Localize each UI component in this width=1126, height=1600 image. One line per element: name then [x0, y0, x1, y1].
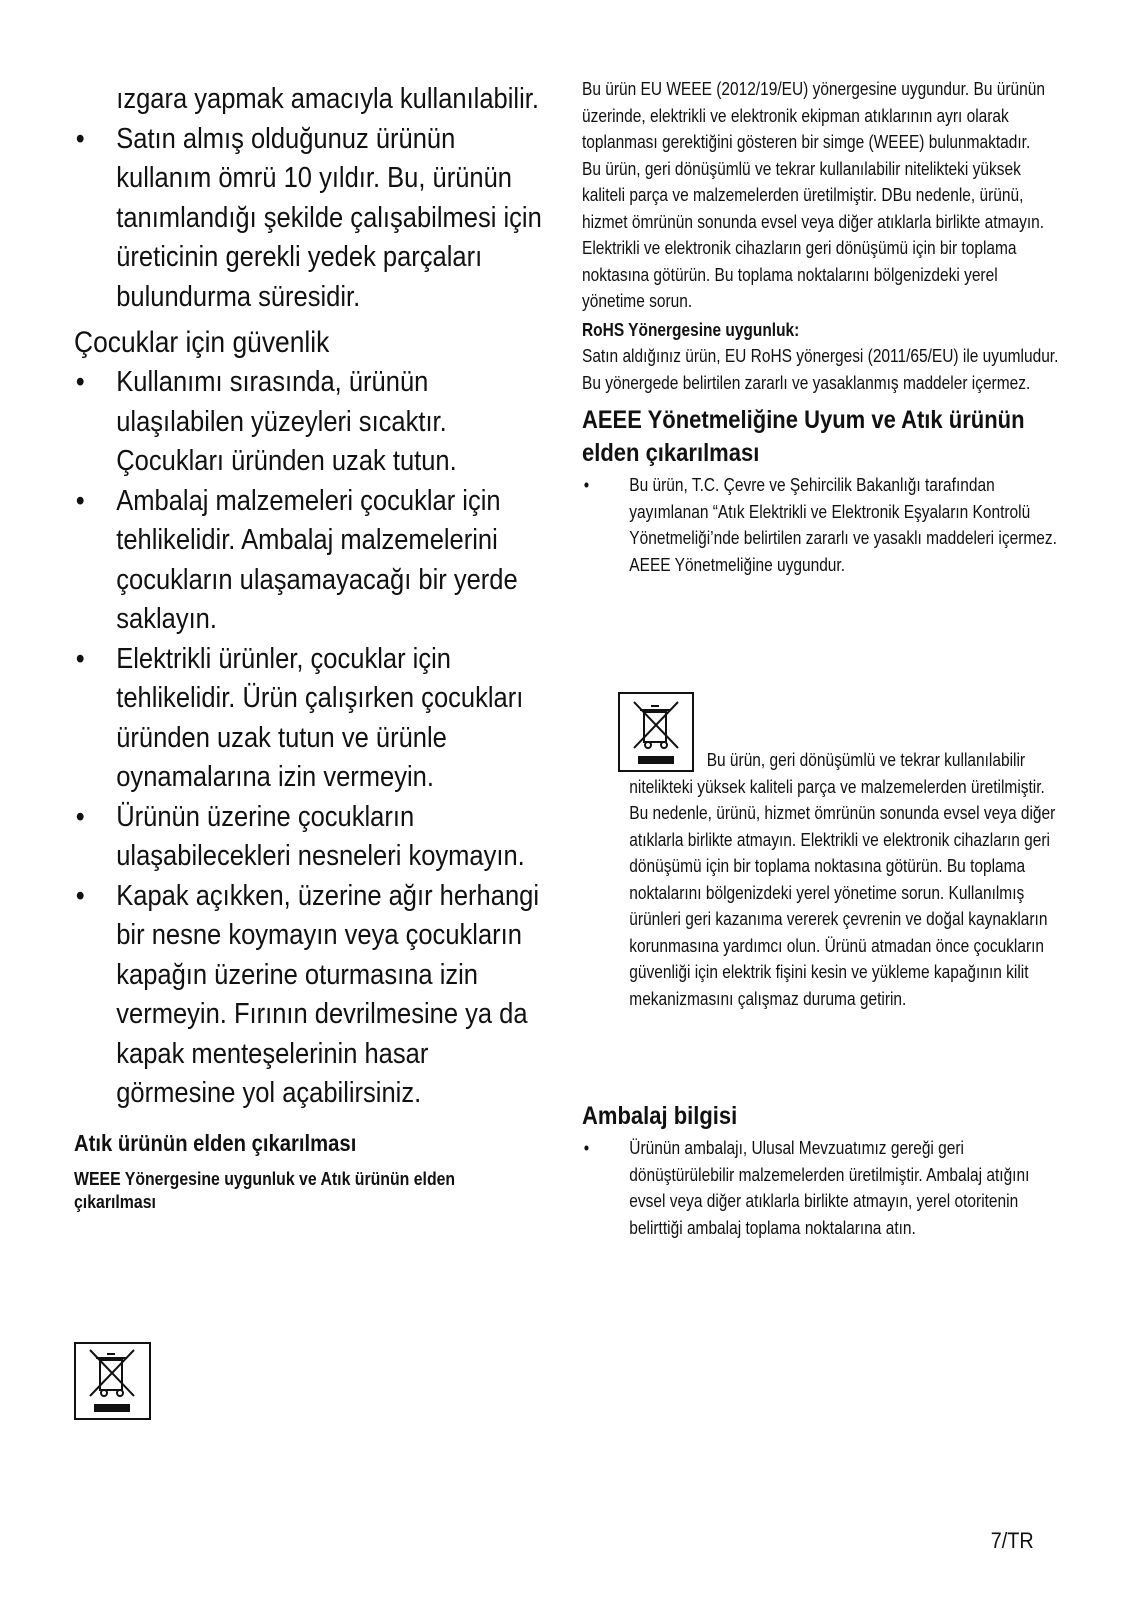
packaging-section: [582, 1135, 1059, 1241]
left-column: [74, 0, 554, 1214]
weee-subheading: WEEE Yönergesine uygunluk ve Atık ürünün elden çıkarılması: [74, 1168, 456, 1212]
weee-paragraph-2: Bu ürün, geri dönüşümlü ve tekrar kullanılabilir nitelikteki yüksek kaliteli parça ve malzemelerden üretilmiştir. DBu nedenle, ürünü, hizmet ömrünün sonunda evsel veya diğer atıklarla birlikte atmayın. Elektrikli ve elektronik cihazların geri dönüşümü için bir toplama noktasına götürün. Bu toplama noktalarını bölgenizdeki yerel yönetime sorun.: [582, 158, 1045, 311]
list-item: • Bu ürün, geri dönüşümlü ve tekrar kullanılabilir nitelikteki yüksek kaliteli parça ve malzemelerden üretilmiştir. Bu nedenle, ürünü, hizmet ömrünün sonunda evsel veya diğer atıklarla birlikte atmayın. Elektrikli ve elektronik cihazların geri dönüşümü için bir toplama noktasına götürün. Bu toplama noktalarını bölgenizdeki yerel yönetime sorun. Kullanılmış ürünleri geri kazanıma vererek çevrenin ve doğal kaynakların korunmasına yardımcı olun. Ürünü atmadan önce çocukların güvenliği için elektrik fişini kesin ve yükleme kapağının kilit mekanizmasını çalışmaz duruma getirin.: [582, 747, 1059, 1012]
list-item: • Bu ürün, T.C. Çevre ve Şehircilik Bakanlığı tarafından yayımlanan “Atık Elektrikli ve Elektronik Eşyaların Kontrolü Yönetmeliği’nde belirtilen zararlı ve yasaklı maddeleri içermez. AEEE Yönetmeliğine uygundur.: [582, 472, 1059, 578]
rohs-heading: RoHS Yönergesine uygunluk:: [582, 319, 800, 340]
list-item: • Ürünün üzerine çocukların ulaşabilecekleri nesneleri koymayın.: [74, 798, 554, 877]
packaging-list: [582, 1135, 1059, 1241]
child-safety-list: [74, 363, 554, 1114]
crossed-bin-icon: [74, 1342, 151, 1420]
child-safety-heading: Çocuklar için güvenlik: [74, 326, 330, 359]
list-item: • Kullanımı sırasında, ürünün ulaşılabilen yüzeyleri sıcaktır. Çocukları üründen uzak tutun.: [74, 363, 554, 482]
right-column: [582, 0, 1062, 1238]
page-number: 7/TR: [991, 1528, 1034, 1553]
rohs-text: Satın aldığınız ürün, EU RoHS yönergesi (2011/65/EU) ile uyumludur. Bu yönergede belirtilen zararlı ve yasaklanmış maddeler içermez.: [582, 346, 1059, 393]
aeee-heading: AEEE Yönetmeliğine Uyum ve Atık ürünün elden çıkarılması: [582, 406, 1025, 467]
aeee-bullet-2-section: [582, 747, 1059, 1012]
aeee-list-2: [582, 747, 1059, 1012]
weee-section: [582, 76, 1059, 396]
aeee-section: [582, 472, 1059, 578]
list-item: • Kapak açıkken, üzerine ağır herhangi bir nesne koymayın veya çocukların kapağın üzerine oturmasına izin vermeyin. Fırının devrilmesine ya da kapak menteşelerinin hasar görmesine yol açabilirsiniz.: [74, 877, 554, 1114]
weee-paragraph-1: Bu ürün EU WEEE (2012/19/EU) yönergesine uygundur. Bu ürünün üzerinde, elektrikli ve elektronik ekipman atıklarının ayrı olarak toplanması gerektiğini gösteren bir simge (WEEE) bulunmaktadır.: [582, 79, 1045, 152]
list-item: • Satın almış olduğunuz ürünün kullanım ömrü 10 yıldır. Bu, ürünün tanımlandığı şekilde çalışabilmesi için üreticinin gerekli yedek parçaları bulundurma süresidir.: [74, 120, 554, 318]
disposal-heading: Atık ürünün elden çıkarılması: [74, 1129, 357, 1156]
list-item: • Ambalaj malzemeleri çocuklar için tehlikelidir. Ambalaj malzemelerini çocukların ulaşamayacağı bir yerde saklayın.: [74, 482, 554, 640]
list-item: • Elektrikli ürünler, çocuklar için tehlikelidir. Ürün çalışırken çocukları üründen uzak tutun ve ürünle oynamalarına izin vermeyin.: [74, 640, 554, 798]
aeee-list: [582, 472, 1059, 578]
continuation-text: ızgara yapmak amacıyla kullanılabilir.: [116, 83, 539, 115]
lifetime-list: [74, 120, 554, 318]
packaging-heading: Ambalaj bilgisi: [582, 1102, 738, 1130]
list-item: • Ürünün ambalajı, Ulusal Mevzuatımız gereği geri dönüştürülebilir malzemelerden üretilmiştir. Ambalaj atığını evsel veya diğer atıklarla birlikte atmayın, yerel otoritenin belirttiği ambalaj toplama noktalarına atın.: [582, 1135, 1059, 1241]
left-text: [74, 80, 554, 1214]
